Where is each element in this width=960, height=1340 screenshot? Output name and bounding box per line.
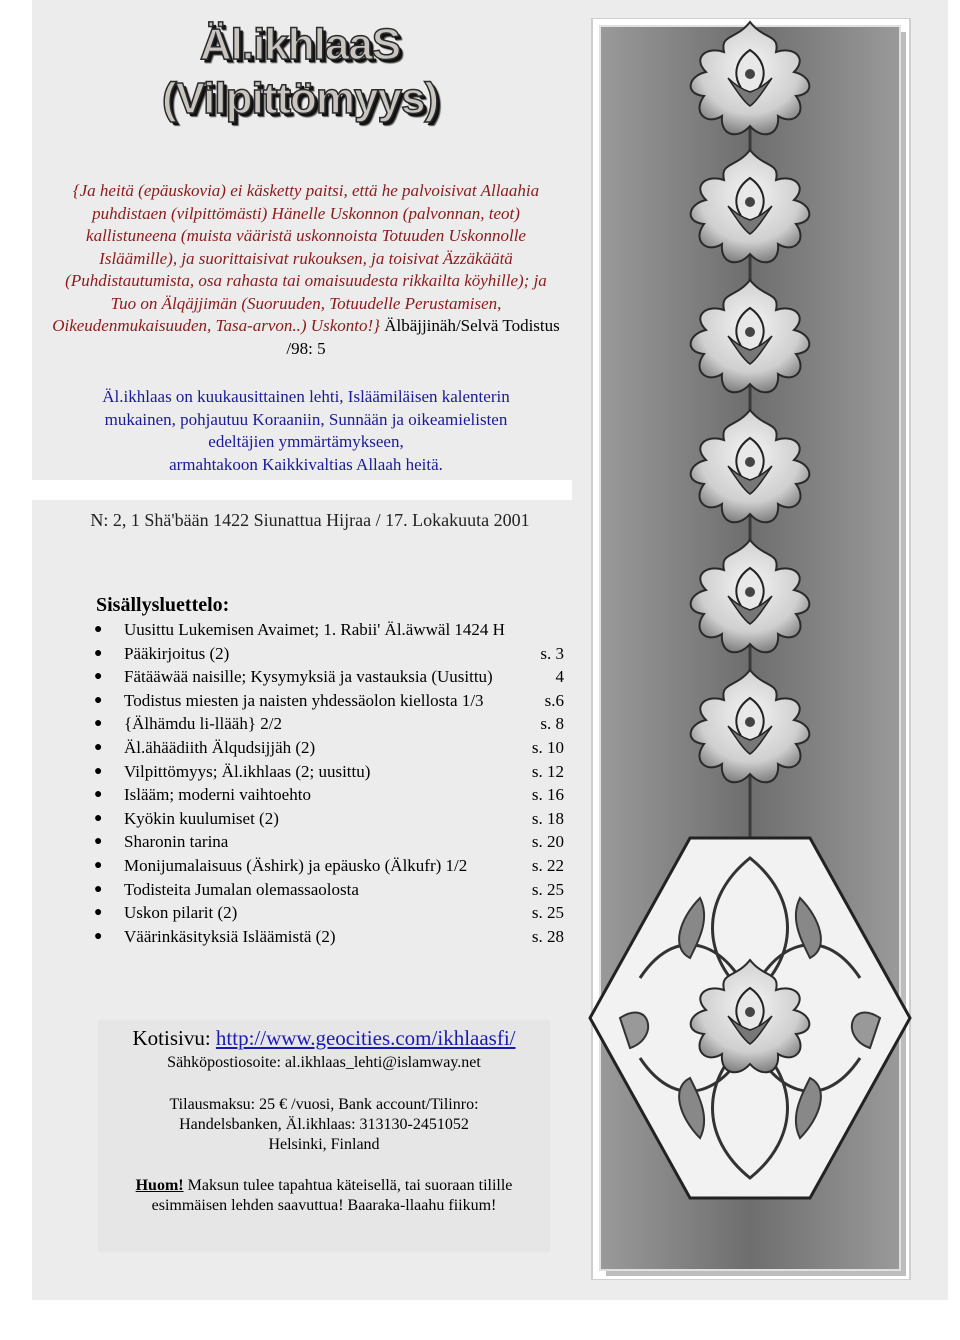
bullet-icon: ● [94,810,103,826]
bullet-icon: ● [94,739,103,755]
toc-item-title: Pääkirjoitus (2) [124,643,230,663]
toc-item [94,760,564,784]
toc-item [94,854,564,878]
description-line: armahtakoon Kaikkivaltias Allaah heitä. [169,454,443,474]
payment-note [98,1177,550,1195]
payment-note-line: esimmäisen lehden saavuttua! Baaraka-llaahu fiikum! [151,1197,497,1214]
toc-item [94,830,564,854]
toc-item-title: Uusittu Lukemisen Avaimet; 1. Rabii' Äl.äwwäl 1424 H [124,620,505,639]
toc-item-page: s. 22 [531,855,564,875]
homepage-line [98,1026,550,1051]
contact-box [98,1020,550,1252]
toc-item-page: s. 18 [531,808,564,828]
toc-item-page: s. 20 [531,832,564,852]
toc-item [94,783,564,807]
bullet-icon: ● [94,857,103,873]
note-text: Maksun tulee tapahtua käteisellä, tai suoraan tilille [187,1177,513,1194]
description-line: Äl.ikhlaas on kuukausittainen lehti, Isläämiläisen kalenterin [102,387,510,406]
bullet-icon: ● [94,905,103,921]
toc-item-title: Uskon pilarit (2) [124,903,238,923]
bullet-icon: ● [94,622,103,637]
toc-item [94,736,564,760]
toc-item-title: Islääm; moderni vaihtoehto [124,785,311,805]
toc-item-page: s. 28 [531,926,564,946]
homepage-link[interactable]: http://www.geocities.com/ikhlaasfi/ [215,1026,516,1050]
toc-item-title: Kyökin kuulumiset (2) [124,808,279,828]
issue-info: N: 2, 1 Shä'bään 1422 Siunattua Hijraa / 17. Lokakuuta 2001 [90,510,530,530]
toc-item [94,807,564,831]
toc-item [94,712,564,736]
toc-item-page: s. 12 [531,761,564,781]
quran-quote [52,180,560,360]
toc-item [94,618,564,642]
note-label: Huom! [135,1177,184,1194]
bullet-icon: ● [94,645,103,661]
subscription-line: Handelsbanken, Äl.ikhlaas: 313130-2451052 [179,1116,469,1133]
bullet-icon: ● [94,834,103,850]
toc-item [94,901,564,925]
toc-item-title: Väärinkäsityksiä Isläämistä (2) [124,926,336,946]
toc-item [94,642,564,666]
toc-item-page: s. 3 [540,643,564,663]
toc-item-page: s. 25 [531,903,564,923]
description-line: edeltäjien ymmärtämykseen, [208,432,404,451]
subscription-line: Tilausmaksu: 25 € /vuosi, Bank account/Tilinro: [169,1096,479,1113]
toc-item-title: Fätääwää naisille; Kysymyksiä ja vastauksia (Uusittu) [124,667,493,687]
bullet-icon: ● [94,881,103,897]
bullet-icon: ● [94,669,103,685]
bullet-icon: ● [94,716,103,732]
toc-item-title: {Älhämdu li-llääh} 2/2 [124,714,282,734]
toc-item [94,925,564,949]
email-line: Sähköpostiosoite: al.ikhlaas_lehti@islamway.net [167,1054,481,1071]
toc-item-title: Todisteita Jumalan olemassaolosta [124,879,359,899]
title-line-1: Äl.ikhlaaS [199,20,401,69]
toc-list [94,618,564,948]
toc-item-page: s.6 [544,690,564,710]
bullet-icon: ● [94,787,103,803]
toc-item-title: Todistus miesten ja naisten yhdessäolon kiellosta 1/3 [124,690,484,710]
bullet-icon: ● [94,763,103,779]
toc-item-page: s. 25 [531,879,564,899]
magazine-description [52,386,560,476]
toc-item-page: s. 16 [531,785,564,805]
subscription-line: Helsinki, Finland [268,1136,380,1153]
toc-item [94,665,564,689]
quote-reference: Älbäjjinäh/Selvä Todistus /98: 5 [286,316,560,358]
ornament-column [580,18,920,1280]
homepage-label: Kotisivu: [132,1026,211,1050]
quote-text: {Ja heitä (epäuskovia) ei käsketty paitsi, että he palvoisivat Allaahia puhdistaen (vilpittömästi) Hänelle Uskonnon (palvonnan, teot) kallistuneena (muista vääristä uskonnoista Totuuden Uskonnolle Isläämille), ja suorittaisivat rukouksen, ja toisivat Äzzäkäätä (Puhdistautumista, osa rahasta tai omaisuudesta rikkailta köyhille); ja Tuo on Älqäjjimän (Suoruuden, Totuudelle Perustamisen, Oikeudenmukaisuuden, Tasa-arvon..) Uskonto!} [52,181,547,335]
text-panel-gap [32,480,572,500]
toc-item-page: s. 8 [540,714,564,734]
masthead-title [150,18,450,126]
toc-item [94,689,564,713]
toc-item-title: Sharonin tarina [124,832,229,852]
bullet-icon: ● [94,692,103,708]
bullet-icon: ● [94,928,103,944]
toc-item [94,878,564,902]
toc-item-title: Monijumalaisuus (Äshirk) ja epäusko (Älkufr) 1/2 [124,855,468,875]
toc-item-page: s. 10 [531,737,564,757]
title-line-2: (Vilpittömyys) [161,74,439,123]
toc-item-title: Vilpittömyys; Äl.ikhlaas (2; uusittu) [124,761,371,781]
toc-item-page: 4 [555,667,564,687]
description-line: mukainen, pohjautuu Koraaniin, Sunnään ja oikeamielisten [104,409,508,429]
table-of-contents [54,578,574,1006]
toc-heading: Sisällysluettelo: [96,594,230,616]
toc-item-title: Äl.ähäädiith Älqudsijjäh (2) [124,737,316,757]
